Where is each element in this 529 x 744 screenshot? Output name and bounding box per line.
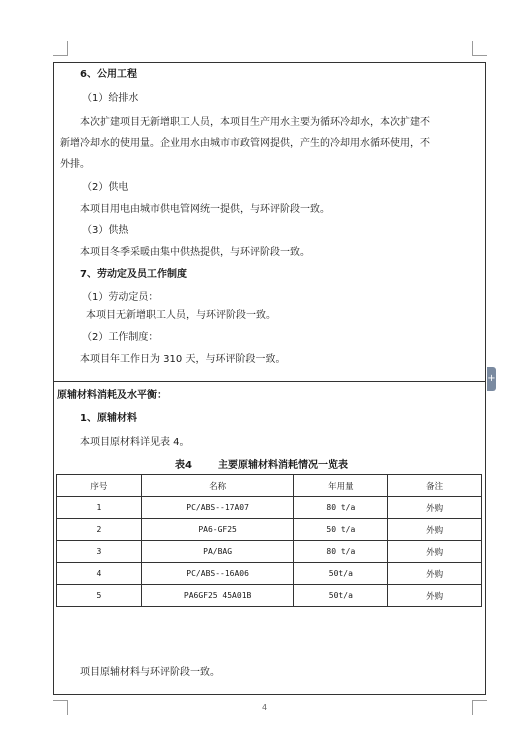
material-name: PC/ABS--17A07: [141, 497, 294, 519]
power-text: 本项目用电由城市供电管网统一提供，与环评阶段一致。: [80, 204, 330, 215]
table-title: 主要原辅材料消耗情况一览表: [218, 460, 348, 471]
work-title: （2）工作制度：: [82, 332, 159, 343]
section6-heading: 6、公用工程: [80, 69, 137, 80]
annual-usage: 50t/a: [294, 585, 388, 607]
crop-mark-top-right: [472, 41, 487, 56]
water-line-1: 本次扩建项目无新增职工人员，本项目生产用水主要为循环冷却水，本次扩建不: [80, 117, 430, 128]
row-index: 4: [57, 563, 142, 585]
remark: 外购: [388, 497, 482, 519]
table-row: [57, 497, 482, 519]
row-index: 2: [57, 519, 142, 541]
table-row: [57, 541, 482, 563]
section7-heading: 7、劳动定及员工作制度: [80, 269, 187, 280]
table-row: [57, 519, 482, 541]
power-title: （2）供电: [82, 182, 129, 193]
page-number: 4: [261, 703, 268, 712]
table-header-row: [57, 475, 482, 497]
row-index: 3: [57, 541, 142, 563]
table-number: 表4: [175, 460, 192, 471]
annual-usage: 50t/a: [294, 563, 388, 585]
staff-title: （1）劳动定员：: [82, 292, 159, 303]
crop-mark-top-left: [53, 41, 68, 56]
raw-materials-intro: 本项目原材料详见表 4。: [80, 437, 190, 448]
row-index: 5: [57, 585, 142, 607]
material-name: PA/BAG: [141, 541, 294, 563]
header-cell: 名称: [141, 475, 294, 497]
staff-text: 本项目无新增职工人员，与环评阶段一致。: [86, 310, 276, 321]
header-cell: 序号: [57, 475, 142, 497]
material-name: PC/ABS--16A06: [141, 563, 294, 585]
remark: 外购: [388, 519, 482, 541]
work-text: 本项目年工作日为 310 天，与环评阶段一致。: [80, 354, 286, 365]
water-line-3: 外排。: [60, 159, 90, 170]
material-name: PA6GF25 45A01B: [141, 585, 294, 607]
remark: 外购: [388, 563, 482, 585]
remark: 外购: [388, 541, 482, 563]
heat-title: （3）供热: [82, 225, 129, 236]
water-title: （1）给排水: [82, 93, 139, 104]
annual-usage: 80 t/a: [294, 497, 388, 519]
table-row: [57, 563, 482, 585]
expand-side-tab[interactable]: +: [487, 367, 496, 391]
raw-materials-subheading: 1、原辅材料: [80, 413, 137, 424]
table-row: [57, 585, 482, 607]
remark: 外购: [388, 585, 482, 607]
raw-materials-conclusion: 项目原辅材料与环评阶段一致。: [80, 667, 220, 678]
water-line-2: 新增冷却水的使用量。企业用水由城市市政管网提供，产生的冷却用水循环使用，不: [60, 138, 430, 149]
row-index: 1: [57, 497, 142, 519]
header-cell: 备注: [388, 475, 482, 497]
annual-usage: 50 t/a: [294, 519, 388, 541]
heat-text: 本项目冬季采暖由集中供热提供，与环评阶段一致。: [80, 247, 310, 258]
header-cell: 年用量: [294, 475, 388, 497]
materials-table: [56, 474, 482, 607]
material-name: PA6-GF25: [141, 519, 294, 541]
section-divider: [53, 381, 486, 382]
annual-usage: 80 t/a: [294, 541, 388, 563]
raw-materials-heading: 原辅材料消耗及水平衡：: [57, 390, 167, 401]
